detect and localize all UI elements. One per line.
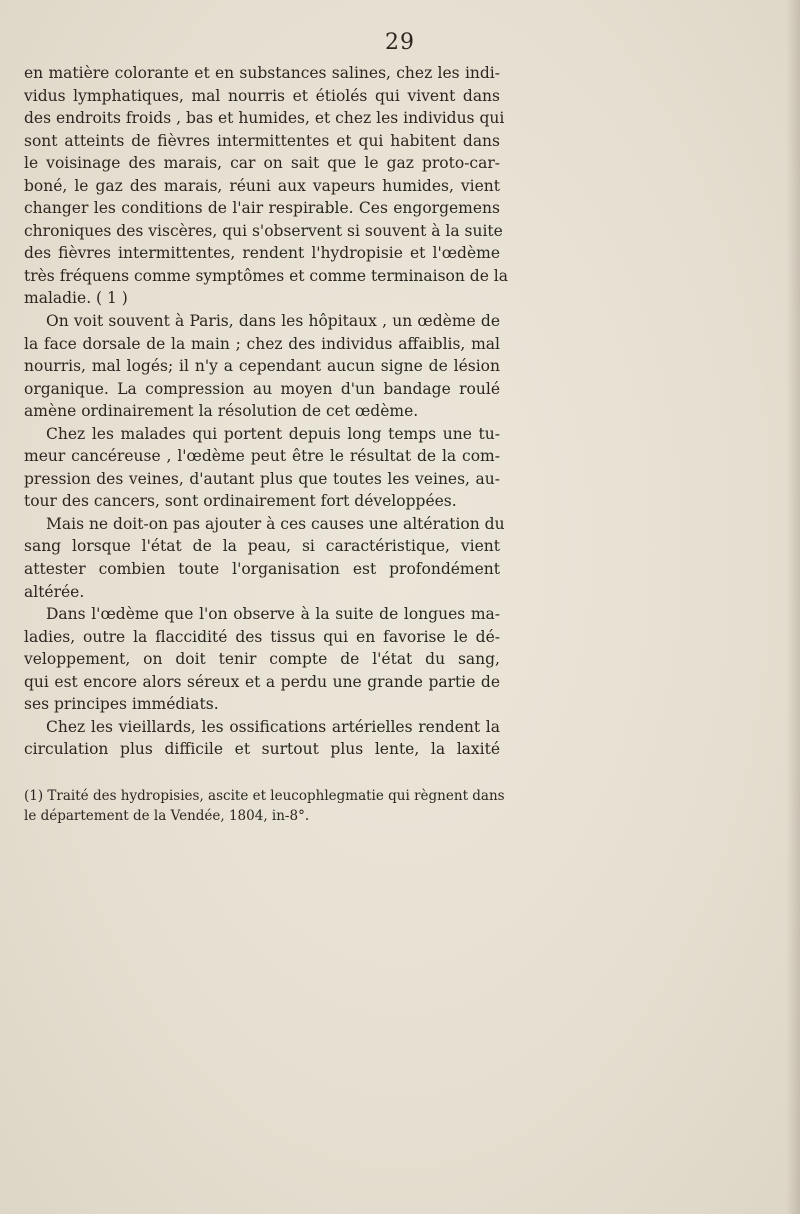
text-line: changer les conditions de l'air respirable. Ces engorgemens — [24, 199, 500, 218]
text-line: la face dorsale de la main ; chez des individus affaiblis, mal — [24, 334, 500, 353]
text-line: des fièvres intermittentes, rendent l'hydropisie et l'œdème — [24, 244, 500, 263]
text-line: attester combien toute l'organisation est profondément — [24, 560, 500, 579]
text-line: pression des veines, d'autant plus que toutes les veines, au- — [24, 469, 500, 488]
text-line: vidus lymphatiques, mal nourris et étiolés qui vivent dans — [24, 86, 500, 105]
text-line: très fréquens comme symptômes et comme terminaison de la — [24, 266, 509, 285]
text-line: Chez les vieillards, les ossifications artérielles rendent la — [46, 717, 500, 736]
text-line: le voisinage des marais, car on sait que le gaz proto-car- — [24, 154, 500, 173]
text-line: amène ordinairement la résolution de cet œdème. — [24, 402, 419, 421]
text-line: boné, le gaz des marais, réuni aux vapeurs humides, vient — [24, 176, 500, 195]
text-line: circulation plus difficile et surtout plus lente, la laxité — [24, 740, 500, 759]
text-line: sang lorsque l'état de la peau, si caractéristique, vient — [24, 537, 500, 556]
text-line: Mais ne doit-on pas ajouter à ces causes une altération du — [46, 514, 505, 533]
body-text — [24, 62, 509, 761]
footnote — [24, 786, 505, 826]
text-line: qui est encore alors séreux et a perdu une grande partie de — [24, 672, 500, 691]
text-line: maladie. ( 1 ) — [24, 289, 128, 308]
text-line: veloppement, on doit tenir compte de l'état du sang, — [24, 650, 500, 669]
text-line: ladies, outre la flaccidité des tissus qui en favorise le dé- — [24, 627, 500, 646]
text-line: Dans l'œdème que l'on observe à la suite de longues ma- — [46, 605, 500, 624]
text-line: en matière colorante et en substances salines, chez les indi- — [24, 64, 500, 82]
text-line: nourris, mal logés; il n'y a cependant aucun signe de lésion — [24, 357, 500, 376]
text-line: tour des cancers, sont ordinairement fort développées. — [24, 492, 457, 511]
text-line: On voit souvent à Paris, dans les hôpitaux , un œdème de — [46, 312, 500, 331]
text-line: meur cancéreuse , l'œdème peut être le résultat de la com- — [24, 447, 500, 466]
text-line: des endroits froids , bas et humides, et chez les individus qui — [24, 109, 505, 128]
footnote-line: le département de la Vendée, 1804, in-8°. — [24, 808, 310, 824]
text-line: ses principes immédiats. — [24, 695, 219, 714]
text-line: Chez les malades qui portent depuis long temps une tu- — [46, 424, 500, 443]
footnote-line: (1) Traité des hydropisies, ascite et leucophlegmatie qui règnent dans — [24, 788, 505, 804]
text-line: sont atteints de fièvres intermittentes et qui habitent dans — [24, 131, 500, 150]
text-line: altérée. — [24, 582, 85, 601]
page-number: 29 — [385, 30, 415, 55]
page-edge-shadow — [786, 0, 800, 1214]
text-line: chroniques des viscères, qui s'observent si souvent à la suite — [24, 221, 503, 240]
text-line: organique. La compression au moyen d'un bandage roulé — [24, 379, 500, 398]
